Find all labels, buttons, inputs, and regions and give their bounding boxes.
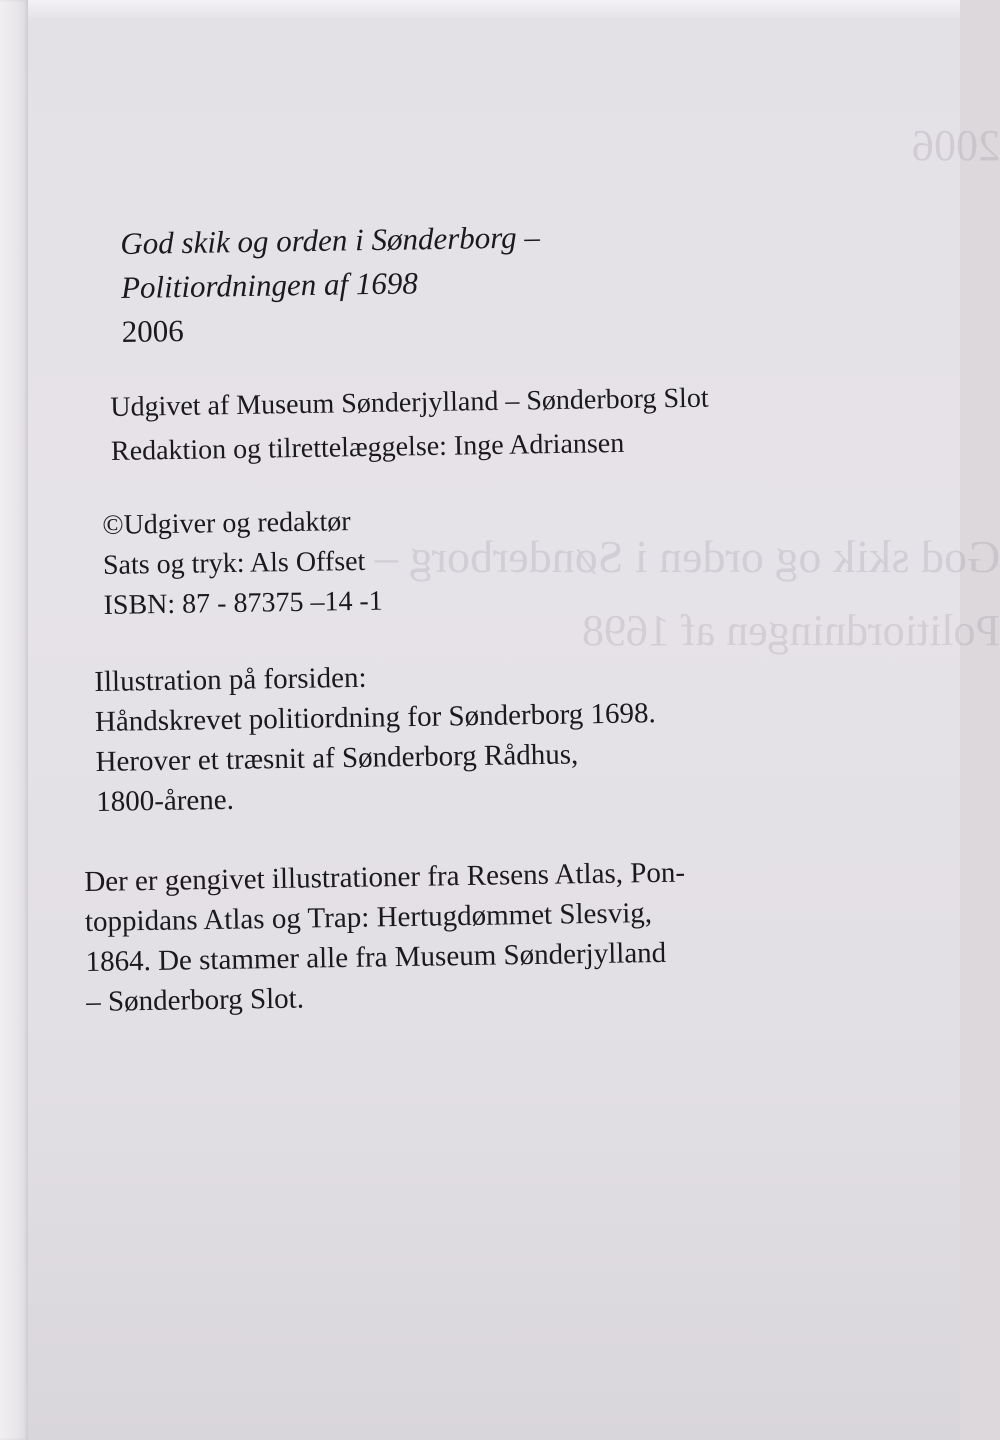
rights-block (102, 502, 383, 626)
isbn: ISBN: 87 - 87375 –14 -1 (103, 585, 384, 621)
editing-credit: Redaktion og tilrettelæggelse: Inge Adriansen (110, 427, 625, 467)
title-block (120, 215, 542, 354)
publisher-block (110, 377, 710, 474)
page-left-edge (0, 0, 28, 1440)
printing-credit: Sats og tryk: Als Offset (102, 545, 366, 581)
credits-line: 1864. De stammer alle fra Museum Sønderjylland (85, 936, 667, 978)
show-through-text: God skik og orden i Sønderborg – (374, 531, 1000, 582)
cover-illustration-heading: Illustration på forsiden: (94, 661, 367, 698)
cover-illustration-line: Herover et træsnit af Sønderborg Rådhus, (95, 738, 579, 778)
credits-line: – Sønderborg Slot. (85, 982, 305, 1018)
publication-year: 2006 (121, 313, 184, 349)
cover-illustration-line: Håndskrevet politiordning for Sønderborg 1698. (94, 697, 656, 738)
book-title-line1: God skik og orden i Sønderborg – (120, 219, 541, 261)
credits-line: Der er gengivet illustrationer fra Resens Atlas, Pon- (84, 856, 686, 898)
book-title-line2: Politiordningen af 1698 (120, 265, 419, 305)
cover-illustration-block (94, 653, 657, 822)
credits-line: toppidans Atlas og Trap: Hertugdømmet Slesvig, (84, 897, 653, 938)
page-top-edge (0, 0, 960, 18)
illustration-credits-block (84, 853, 687, 1022)
show-through-text: Politiordningen af 1698 (582, 606, 1000, 655)
copyright-notice: ©Udgiver og redaktør (102, 506, 351, 541)
published-by: Udgivet af Museum Sønderjylland – Sønderborg Slot (110, 382, 709, 423)
cover-illustration-line: 1800-årene. (95, 783, 235, 818)
show-through-text: 2006 (912, 121, 1000, 170)
